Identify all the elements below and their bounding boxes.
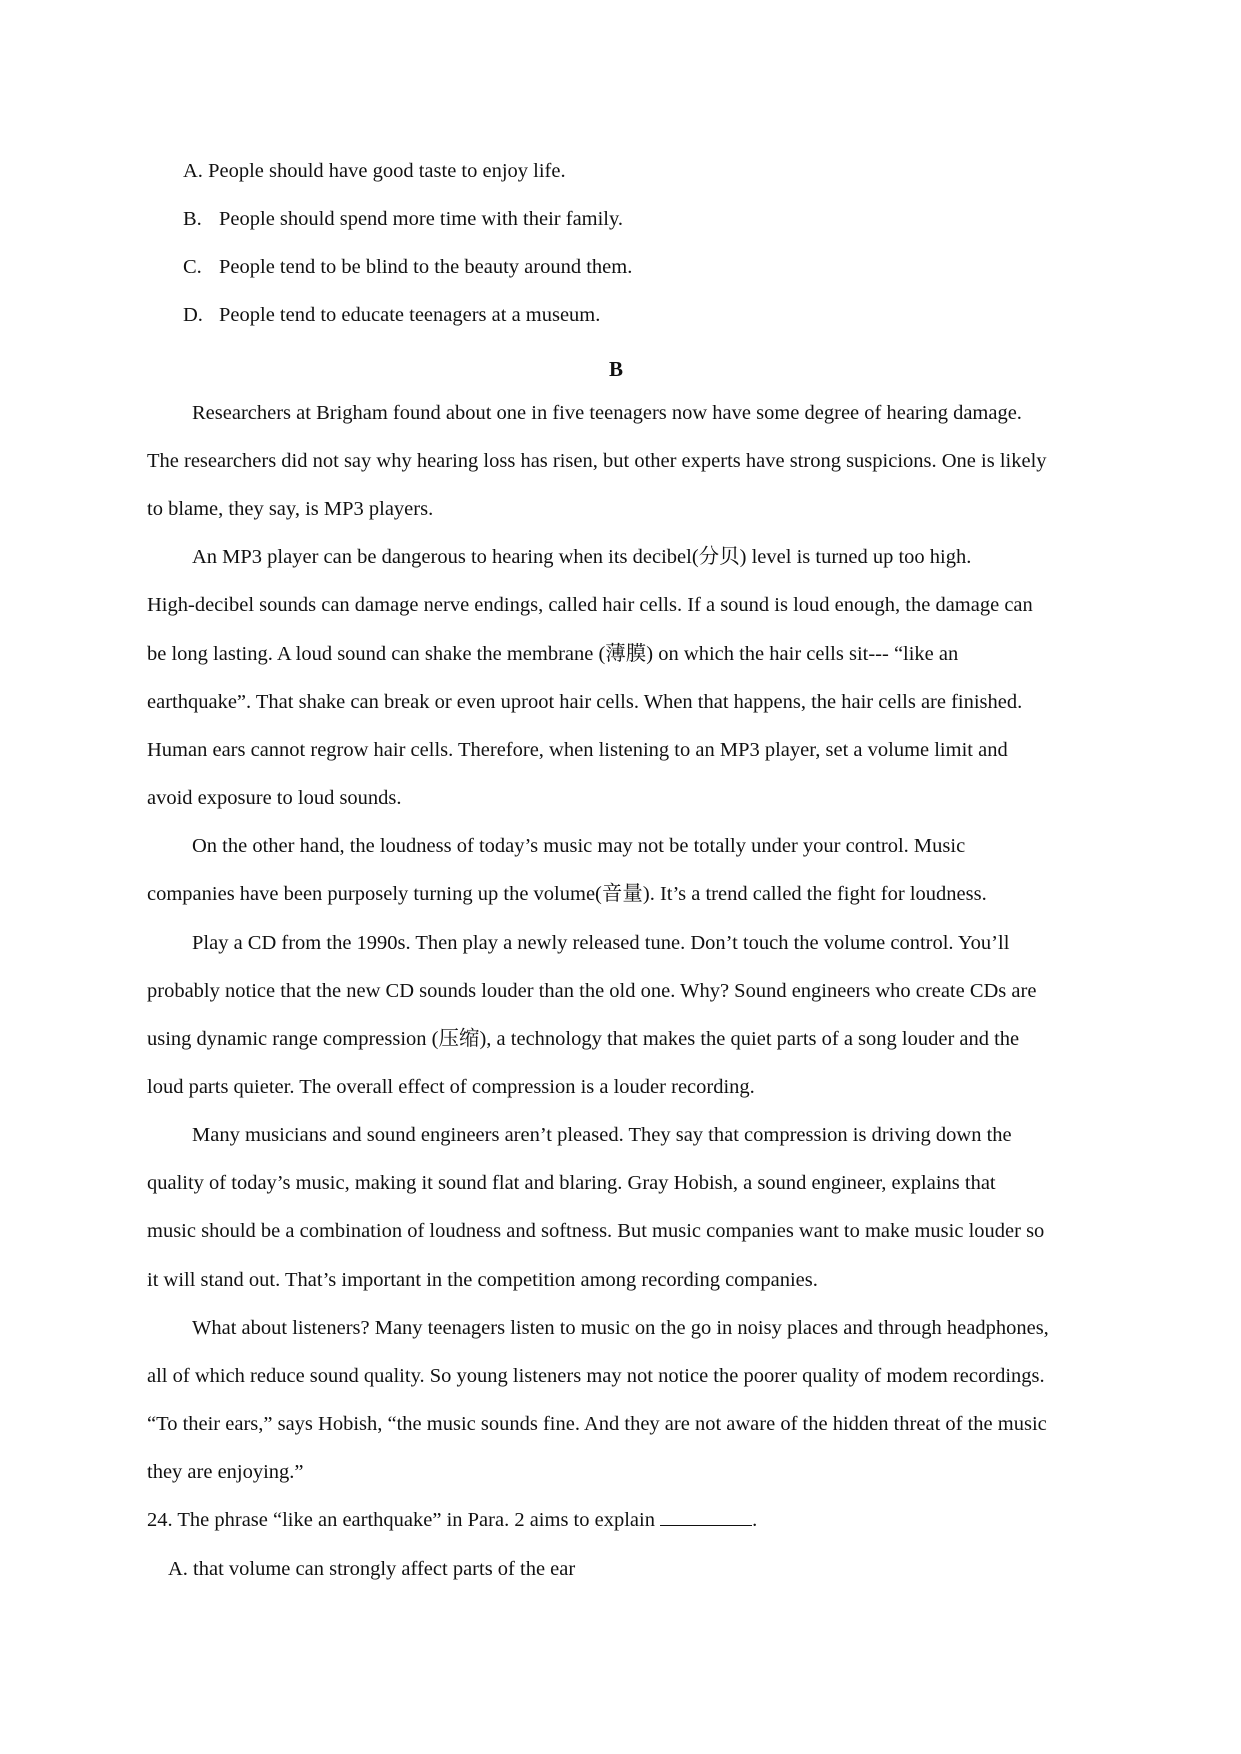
- option-text: People tend to educate teenagers at a museum.: [219, 304, 601, 326]
- passage-line: be long lasting. A loud sound can shake the membrane (薄膜) on which the hair cells sit--- “like an: [147, 643, 959, 665]
- question-24: [147, 1507, 757, 1533]
- option-a: [183, 158, 566, 184]
- passage-line: Many musicians and sound engineers aren’t pleased. They say that compression is driving down the: [192, 1124, 1012, 1146]
- option-d: [183, 302, 600, 328]
- passage-line: Human ears cannot regrow hair cells. Therefore, when listening to an MP3 player, set a volume limit and: [147, 739, 1008, 761]
- option-text: People should spend more time with their family.: [219, 208, 624, 230]
- passage-line: loud parts quieter. The overall effect of compression is a louder recording.: [147, 1076, 755, 1098]
- section-title: B: [609, 357, 624, 381]
- passage-line: probably notice that the new CD sounds louder than the old one. Why? Sound engineers who create CDs are: [147, 980, 1037, 1002]
- option-letter: C.: [183, 256, 202, 278]
- passage-line: it will stand out. That’s important in the competition among recording companies.: [147, 1269, 818, 1291]
- option-text: People should have good taste to enjoy life.: [208, 160, 566, 182]
- option-b: [183, 206, 623, 232]
- passage-line: “To their ears,” says Hobish, “the music sounds fine. And they are not aware of the hidden threat of the music: [147, 1413, 1047, 1435]
- passage-line: Play a CD from the 1990s. Then play a newly released tune. Don’t touch the volume control. You’ll: [192, 932, 1010, 954]
- option-text: People tend to be blind to the beauty around them.: [219, 256, 633, 278]
- passage-line: avoid exposure to loud sounds.: [147, 787, 402, 809]
- passage-line: using dynamic range compression (压缩), a technology that makes the quiet parts of a song louder and the: [147, 1028, 1020, 1050]
- passage-line: quality of today’s music, making it sound flat and blaring. Gray Hobish, a sound engineer, explains that: [147, 1172, 996, 1194]
- passage-line: they are enjoying.”: [147, 1461, 304, 1483]
- passage-line: companies have been purposely turning up the volume(音量). It’s a trend called the fight for loudness.: [147, 883, 987, 905]
- passage-line: music should be a combination of loudness and softness. But music companies want to make music louder so: [147, 1220, 1045, 1242]
- answer-blank: [660, 1507, 752, 1526]
- passage-line: On the other hand, the loudness of today’s music may not be totally under your control. Music: [192, 835, 966, 857]
- question-option-a: A. that volume can strongly affect parts of the ear: [168, 1558, 576, 1580]
- option-letter: B.: [183, 208, 202, 230]
- passage-line: earthquake”. That shake can break or even uproot hair cells. When that happens, the hair cells are finished.: [147, 691, 1023, 713]
- passage-line: to blame, they say, is MP3 players.: [147, 498, 434, 520]
- option-letter: D.: [183, 304, 203, 326]
- option-c: [183, 254, 632, 280]
- passage-line: Researchers at Brigham found about one in five teenagers now have some degree of hearing damage.: [192, 402, 1022, 424]
- passage-line: all of which reduce sound quality. So young listeners may not notice the poorer quality of modem recordings.: [147, 1365, 1045, 1387]
- passage-line: What about listeners? Many teenagers listen to music on the go in noisy places and through headphones,: [192, 1317, 1049, 1339]
- question-stem: 24. The phrase “like an earthquake” in Para. 2 aims to explain: [147, 1509, 661, 1531]
- passage-line: An MP3 player can be dangerous to hearing when its decibel(分贝) level is turned up too high.: [192, 546, 972, 568]
- question-end: .: [752, 1509, 758, 1531]
- passage-line: High-decibel sounds can damage nerve endings, called hair cells. If a sound is loud enough, the damage can: [147, 594, 1033, 616]
- option-letter: A.: [183, 160, 203, 182]
- passage-line: The researchers did not say why hearing loss has risen, but other experts have strong suspicions. One is likely: [147, 450, 1047, 472]
